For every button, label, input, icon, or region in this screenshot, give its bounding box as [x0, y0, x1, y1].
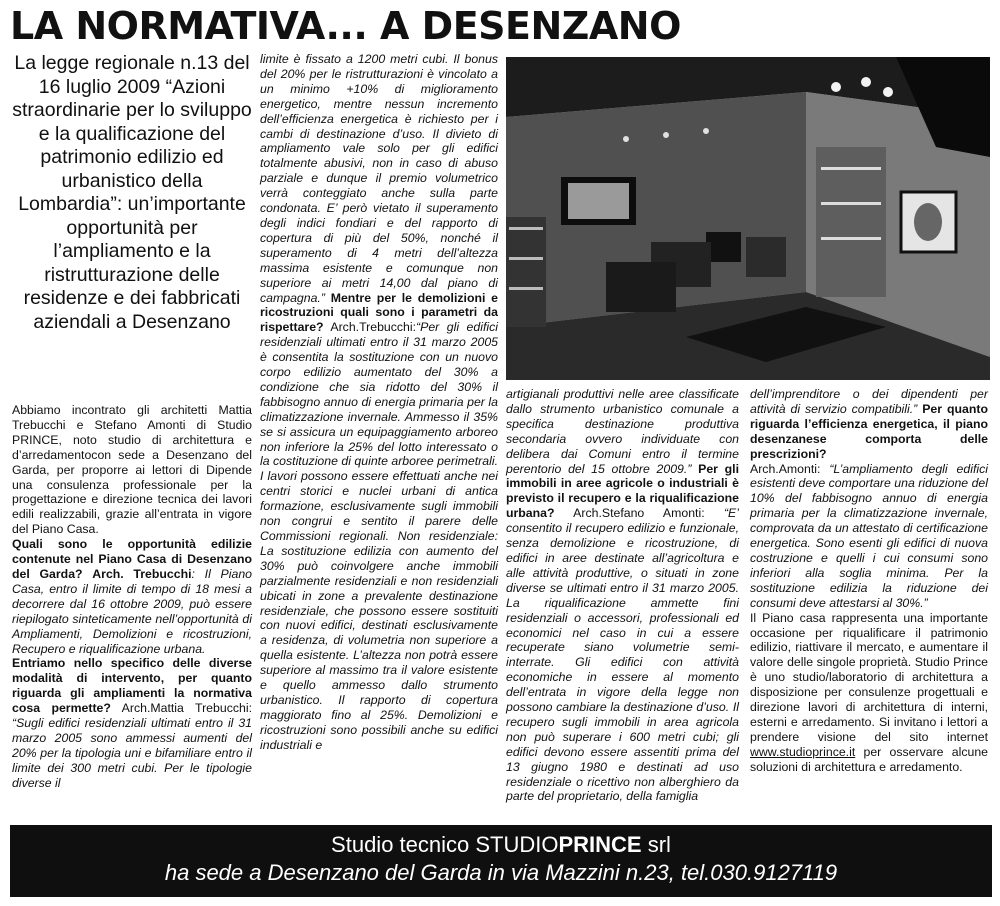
speaker-mattia-trebucchi: Arch.Mattia Trebucchi:: [121, 701, 252, 716]
answer-3: “Per gli edifici residenziali ultimati entro il 31 marzo 2005 è consentita la sostituzione con un nuovo corpo edilizio aumentato del 30% a condizione che sia ridotto del 30% il fabbisogno annuo di energia primaria per la climatizzazione invernale. Ammesso il 35% se si assicura un equipaggiamento arboreo non inferiore la 25% del lotto interessato o la costituzione di quinte arboree perimetrali. I lavori possono essere effettuati anche nei centri storici e nuclei urbani di antica formazione, esclusivamente sugli immobili non congrui e sentito il parere delle Commissioni regionali. Non residenziale: La sostituzione edilizia con aumento del 30% può coinvolgere anche immobili parzialmente residenziali e non residenziali ubicati in zone a prevalente destinazione residenziale, che possono essere sostituiti con nuovi edifici, destinati esclusivamente a residenza, di volumetria non superiore a quella esistente. L’altezza non potrà essere superiore al massimo tra il valore esistente e quello ammesso dallo strumento urbanistico. Il rapporto di copertura maggiorato fino al 25%. Demolizioni e ricostruzioni sono possibili anche su edifici industriali e: [260, 320, 498, 752]
speaker-stefano-amonti: Arch.Stefano Amonti:: [573, 506, 705, 521]
column-1: [12, 403, 252, 791]
answer-1: : Il Piano Casa, entro il limite di tempo di 18 mesi a decorrere dal 16 ottobre 2009, può essere riepilogato sinteticamente nell’opportunità di Ampliamenti, Demolizioni e ricostruzioni, Recupero e riqualificazione urbana.: [12, 566, 252, 656]
answer-4: “E’ consentito il recupero edilizio e funzionale, senza demolizione e ricostruzione, di edifici in aree destinate all’agricoltura e alle attività produttive, o situati in zone diverse se ultimati entro il 31 marzo 2005. La riqualificazione ammette fini residenziali o accessori, professionali ed economici nel caso in cui a essere recuperate siano volumetrie semi-interrate. Gli edifici con attività economiche in essere al momento dell’entrata in vigore della legge non possono cambiare la destinazione d’uso. Il recupero sugli immobili in area agricola non può superare i 600 metri cubi; gli edifici devono essere assentiti prima del 13 giugno 1980 e destinati ad uso residenziale o ricettivo non alberghiero da parte del proprietario, della famiglia: [506, 506, 739, 804]
website-link[interactable]: www.studioprince.it: [750, 744, 856, 759]
speaker-trebucchi: Arch. Trebucchi: [92, 566, 192, 581]
speaker-amonti: Arch.Amonti:: [750, 461, 821, 476]
answer-2: “Sugli edifici residenziali ultimati entro il 31 marzo 2005 sono ammessi aumenti del 20% per la tipologia uni e bifamiliare entro il limite dei 300 metri cubi. Per le tipologie diverse il: [12, 716, 252, 790]
closing-text: Il Piano casa rappresenta una importante occasione per riqualificare il patrimonio edilizio, riattivare il mercato, e aumentare il valore delle singole proprietà. Studio Prince è uno studio/laboratorio di architettura a disposizione per consulenze progettuali e direzione lavori di architettura di interni, esterni e arredamento. Si invitano i lettori a prendere visione del sito internet: [750, 610, 988, 744]
column-4: [750, 387, 988, 775]
headline: LA NORMATIVA... A DESENZANO: [10, 4, 681, 48]
answer-5: “L’ampliamento degli edifici esistenti deve comportare una riduzione del 10% del fabbisogno annuo di energia primaria per la climatizzazione invernale, comprovata da un attestato di certificazione energetica. Sono esenti gli edifici di nuova costruzione e quelli i cui consumi sono inferiori alla soglia minima. Per la sostituzione edilizia la riduzione dei consumi deve attestarsi al 30%.”: [750, 461, 988, 610]
question-3-text: Mentre per le demolizioni e ricostruzioni quali sono i parametri da rispettare?: [260, 290, 498, 335]
question-4-text: Per gli immobili in aree agricole o industriali è previsto il recupero e la riqualificazione urbana?: [506, 461, 739, 521]
answer-4-cont-text: dell’imprenditore o dei dipendenti per attività di servizio compatibili.”: [750, 387, 988, 416]
answer-3-cont-text: artigianali produttivi nelle aree classificate dallo strumento urbanistico comunale a specifica destinazione produttiva secondaria ovvero individuate con delibera dai Comuni entro il termine perentorio del 15 ottobre 2009.”: [506, 387, 739, 476]
closing-end-text: per osservare alcune soluzioni di architettura e arredamento.: [750, 744, 988, 774]
answer-5-paragraph: [750, 462, 988, 611]
closing-paragraph: [750, 611, 988, 775]
footer-line-1: [10, 825, 992, 859]
answer-3-continued: [506, 387, 739, 804]
column-3: [506, 387, 739, 804]
footer-banner: [10, 825, 992, 897]
speaker-trebucchi-2: Arch.Trebucchi:: [330, 320, 417, 335]
question-5-text: Per quanto riguarda l’efficienza energetica, il piano desenzanese comporta delle prescrizioni?: [750, 401, 988, 461]
column-2: [260, 52, 498, 753]
footer-studio-suffix: srl: [641, 832, 671, 857]
intro-paragraph: Abbiamo incontrato gli architetti Mattia Trebucchi e Stefano Amonti di Studio PRINCE, noto studio di architettura e d’arredamentocon sede a Desenzano del Garda, per proporre ai lettori di Dipende una consulenza professionale per la progettazione e direzione tecnica dei lavori edili realizzabili, grazie all’entrata in vigore del Piano Casa.: [12, 403, 252, 537]
question-2: [12, 656, 252, 790]
footer-studio-name: PRINCE: [558, 832, 642, 857]
deck: La legge regionale n.13 del 16 luglio 2009 “Azioni straordinarie per lo sviluppo e la qualificazione del patrimonio edilizio ed urbanistico della Lombardia”: un’importante opportunità per l’ampliamento e la ristrutturazione delle residenze e dei fabbricati aziendali a Desenzano: [12, 52, 252, 333]
footer-studio-prefix: Studio tecnico STUDIO: [331, 832, 559, 857]
answer-2-continued: [260, 52, 498, 753]
answer-4-continued: [750, 387, 988, 462]
question-1-text: Quali sono le opportunità edilizie contenute nel Piano Casa di Desenzano del Garda?: [12, 537, 252, 581]
interior-photo: [506, 57, 990, 380]
footer-address: ha sede a Desenzano del Garda in via Mazzini n.23, tel.030.9127119: [164, 860, 838, 885]
question-2-text: Entriamo nello specifico delle diverse modalità di intervento, per quanto riguarda gli ampliamenti la normativa cosa permette?: [12, 656, 252, 716]
question-1: [12, 537, 252, 656]
answer-2-cont-text: limite è fissato a 1200 metri cubi. Il bonus del 20% per le ristrutturazioni è vincolato a un minimo +10% di miglioramento energetico, mentre nessun incremento dell’efficienza energetica è richiesto per i cambi di destinazione d’uso. Il divieto di ampliamento vale solo per gli edifici totalmente abusivi, non in caso di abuso parziale e dunque il premio volumetrico verrà conteggiato anche sulla parte condonata. E’ però vietato il superamento degli indici fondiari e del rapporto di copertura di più del 50%, nonché il superamento di 4 metri dell’altezza massima esistente e comunque non superiore ai metri 14,00 dal piano di campagna.”: [260, 52, 498, 305]
